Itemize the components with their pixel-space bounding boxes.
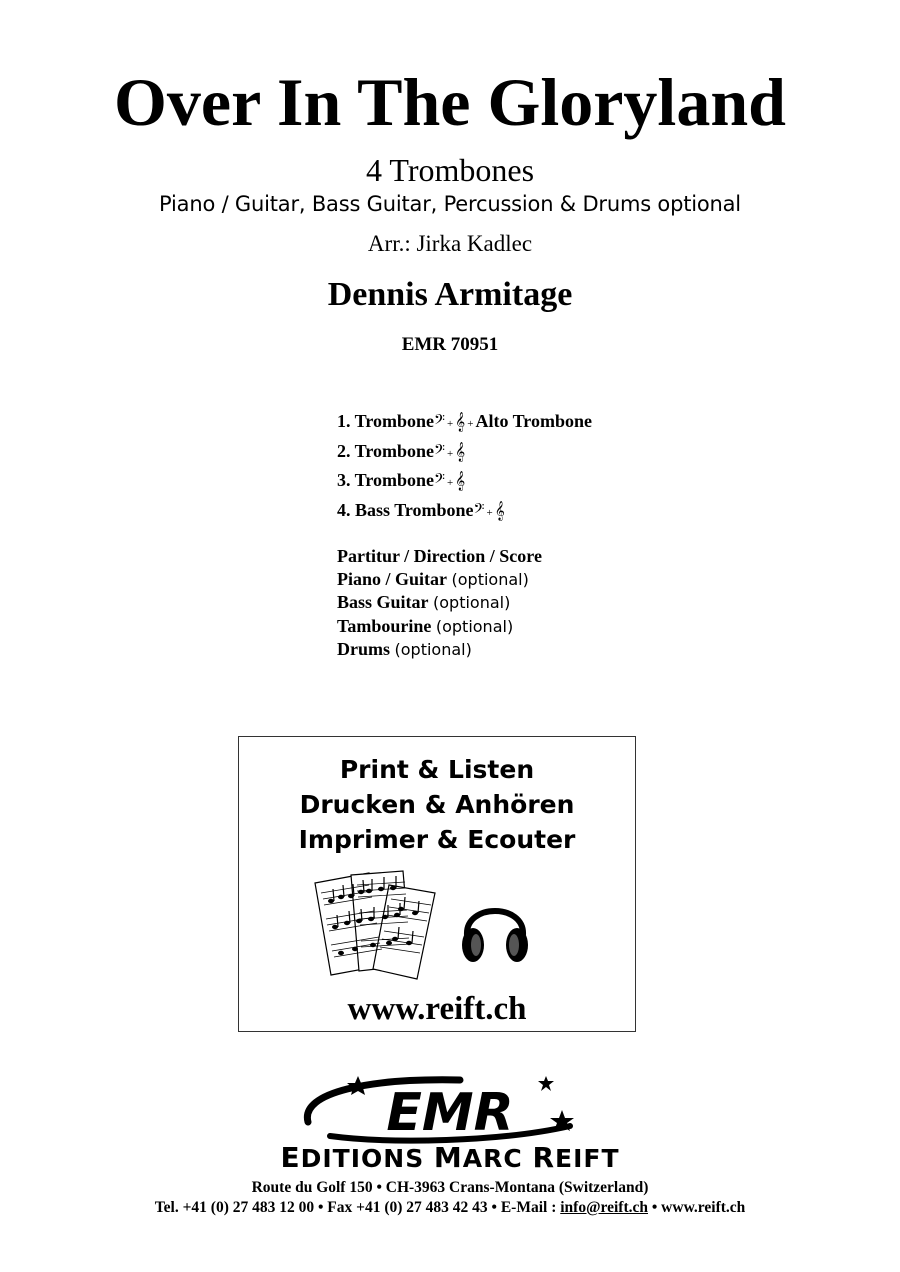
print-listen-box (238, 736, 636, 1032)
publisher-address: Route du Golf 150 • CH-3963 Crans-Montana (Switzerland) (251, 1179, 649, 1196)
composer: Dennis Armitage (327, 276, 573, 313)
email-link[interactable]: info@reift.ch (560, 1199, 648, 1216)
instrumentation-line: Piano / Guitar, Bass Guitar, Percussion & Drums optional (159, 192, 741, 216)
item-name: Partitur / Direction / Score (337, 546, 542, 566)
publisher-initial: R (532, 1141, 555, 1174)
part-extra: Alto Trombone (475, 411, 592, 431)
plus-sign: + (446, 477, 454, 489)
emr-logo (300, 1072, 590, 1144)
publisher-initial: M (433, 1141, 463, 1174)
catalog-number: EMR 70951 (401, 334, 499, 355)
part-label: 2. Trombone (337, 440, 435, 461)
item-name: Piano / Guitar (337, 568, 448, 589)
item-name: Bass Guitar (337, 592, 429, 612)
item-name: Tambourine (337, 615, 432, 636)
subtitle: 4 Trombones (365, 152, 535, 188)
bass-clef-icon: 𝄢 (434, 412, 445, 432)
arranger: Arr.: Jirka Kadlec (367, 231, 533, 256)
treble-clef-icon: 𝄞 (455, 412, 466, 432)
treble-clef-icon: 𝄞 (494, 500, 505, 521)
plus-sign: + (486, 506, 493, 519)
publisher-word: DITIONS (300, 1144, 434, 1173)
parts-list (337, 407, 592, 525)
publisher-contact (0, 1198, 900, 1218)
contact-phone-fax: Tel. +41 (0) 27 483 12 00 • Fax +41 (0) 27 483 42 43 • E-Mail : (154, 1199, 561, 1216)
page-title: Over In The Gloryland (114, 64, 786, 140)
promo-url[interactable]: www.reift.ch (347, 991, 527, 1027)
publisher-word: EIFT (555, 1144, 620, 1173)
list-item (337, 638, 542, 662)
item-name: Drums (337, 639, 390, 659)
promo-line: Imprimer & Ecouter (298, 825, 576, 854)
treble-clef-icon: 𝄞 (455, 471, 466, 491)
item-note: (optional) (433, 593, 511, 612)
plus-sign: + (446, 447, 454, 460)
part-label: 1. Trombone (337, 411, 435, 431)
list-item (337, 591, 542, 615)
list-item (337, 545, 542, 568)
item-note: (optional) (451, 569, 529, 589)
contact-website: • www.reift.ch (648, 1199, 746, 1216)
list-item (337, 568, 542, 592)
emr-logo-text: EMR (386, 1083, 514, 1143)
publisher-name (0, 1143, 900, 1174)
item-note: (optional) (394, 640, 472, 659)
item-note: (optional) (435, 616, 514, 636)
plus-sign: + (467, 418, 474, 430)
additional-parts-list (337, 545, 542, 662)
bass-clef-icon: 𝄢 (434, 441, 445, 462)
publisher-word: ARC (462, 1144, 533, 1173)
treble-clef-icon: 𝄞 (455, 441, 466, 462)
sheet-music-icon (311, 867, 441, 982)
part-item (337, 496, 592, 526)
plus-sign: + (446, 418, 454, 430)
bass-clef-icon: 𝄢 (473, 500, 485, 521)
bass-clef-icon: 𝄢 (434, 471, 445, 491)
headphones-icon (457, 887, 533, 969)
promo-line: Print & Listen (339, 755, 535, 784)
list-item (337, 615, 542, 639)
part-item (337, 466, 592, 496)
part-item (337, 437, 592, 467)
part-label: 4. Bass Trombone (337, 499, 474, 520)
promo-line: Drucken & Anhören (299, 790, 575, 819)
part-label: 3. Trombone (337, 470, 435, 490)
part-item (337, 407, 592, 437)
publisher-initial: E (280, 1141, 301, 1174)
